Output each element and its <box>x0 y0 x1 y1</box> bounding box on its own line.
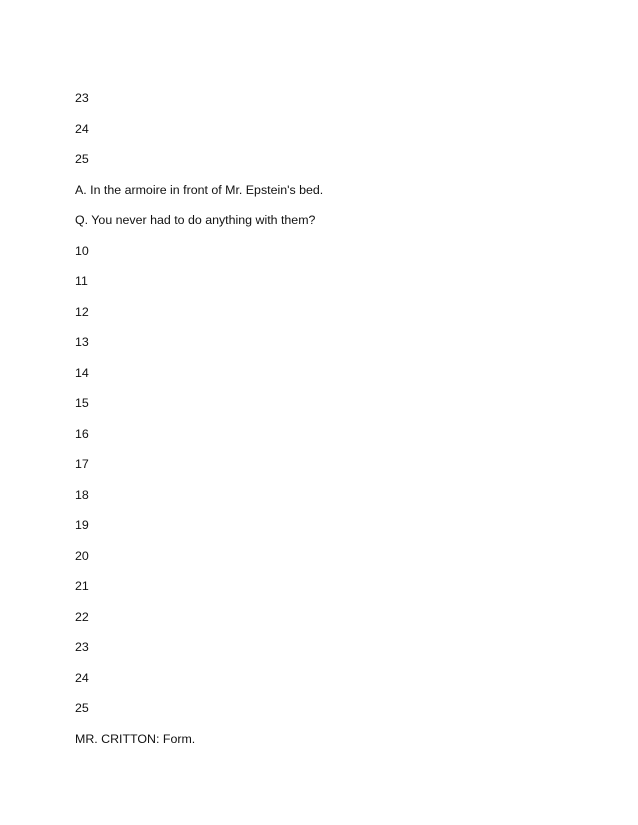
line-number: 24 <box>75 670 89 685</box>
line-number: 17 <box>75 457 89 471</box>
transcript-lines <box>75 89 323 760</box>
line-number: 21 <box>75 579 89 593</box>
question-text: Q. You never had to do anything with them? <box>75 213 316 227</box>
line-number: 18 <box>75 487 89 502</box>
line-number: 22 <box>75 609 89 624</box>
line-number: 23 <box>75 91 89 105</box>
line-number: 12 <box>75 304 89 319</box>
line-number: 10 <box>75 243 89 258</box>
speaker-statement: MR. CRITTON: Form. <box>75 731 196 746</box>
line-number: 13 <box>75 335 89 349</box>
line-number: 24 <box>75 121 89 136</box>
line-number: 15 <box>75 396 89 410</box>
line-number: 25 <box>75 701 89 715</box>
line-number: 11 <box>75 274 88 288</box>
line-number: 23 <box>75 640 89 654</box>
answer-text: A. In the armoire in front of Mr. Epstein's bed. <box>75 182 324 197</box>
line-number: 14 <box>75 365 89 380</box>
line-number: 25 <box>75 152 89 166</box>
line-number: 19 <box>75 518 89 532</box>
line-number: 20 <box>75 548 89 563</box>
line-number: 16 <box>75 426 89 441</box>
